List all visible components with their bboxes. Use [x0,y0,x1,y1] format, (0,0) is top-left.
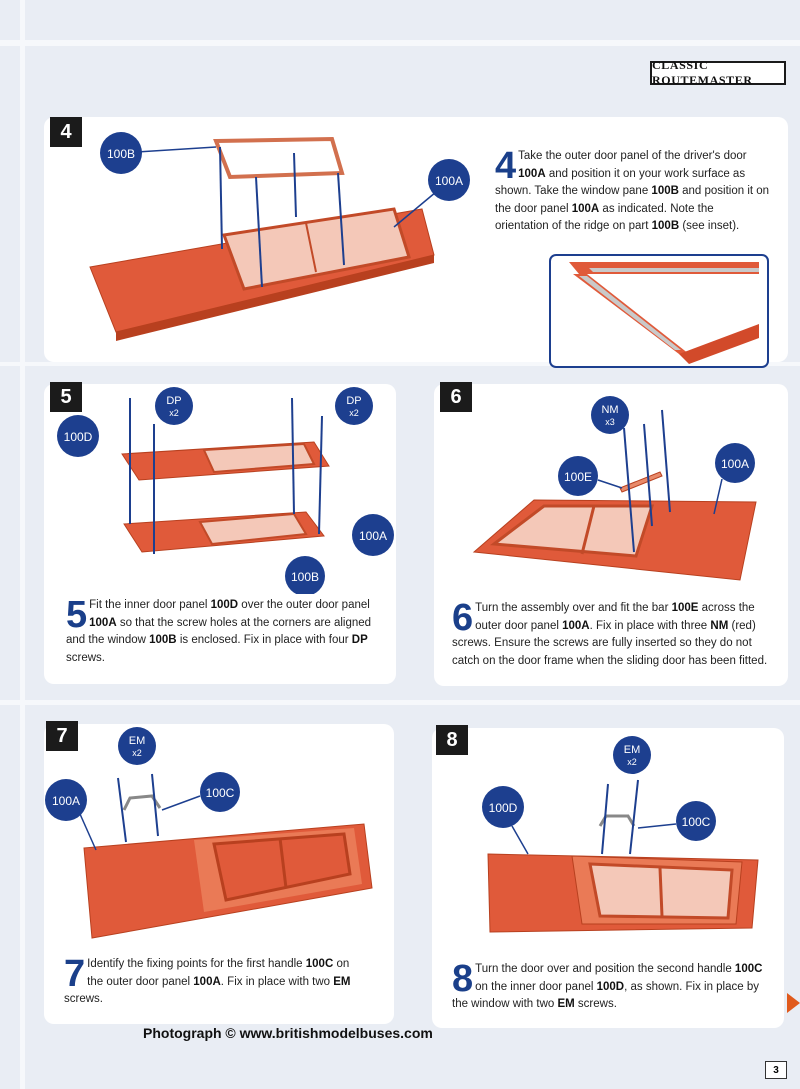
svg-text:100A: 100A [51,794,81,808]
svg-text:100A: 100A [434,174,464,188]
svg-text:x2: x2 [132,748,142,758]
step-6-illustration [434,384,788,594]
bg-line [20,0,25,1089]
step-8-instructions: 8 Turn the door over and position the second handle 100C on the inner door panel 100D, as shown. Fix in place by the window with two EM screws. [452,958,763,1010]
svg-text:EM: EM [128,735,146,747]
step-4-inset [549,254,769,368]
bg-line [0,700,800,705]
svg-text:EM: EM [623,744,641,756]
svg-text:100E: 100E [563,470,593,484]
step-8-number: 8 [436,725,468,755]
svg-text:x2: x2 [169,408,179,418]
step-6-number: 6 [440,382,472,412]
next-page-arrow-icon [787,993,800,1013]
step-8-illustration [432,728,784,948]
svg-text:100D: 100D [63,430,93,444]
step-6-instructions: 6 Turn the assembly over and fit the bar 100E across the outer door panel 100A. Fix in place with three NM (red) screws. Ensure the screws are fully inserted so they do not catch on the door frame when the sliding door has been fitted. [452,597,768,667]
step-5-number: 5 [50,382,82,412]
step-7-instructions: 7 Identify the fixing points for the first handle 100C on the outer door panel 100A. Fix in place with two EM screws. [64,953,351,1005]
series-title-badge: CLASSIC ROUTEMASTER [650,61,786,85]
svg-text:100C: 100C [205,786,235,800]
step-7-illustration [44,724,394,944]
svg-text:DP: DP [346,395,362,407]
svg-text:100A: 100A [358,529,388,543]
svg-text:NM: NM [601,404,619,416]
step-5-instructions: 5 Fit the inner door panel 100D over the outer door panel 100A so that the screw holes at the corners are aligned and the window 100B is enclosed. Fix in place with four DP screws. [66,594,372,664]
svg-text:x3: x3 [605,417,615,427]
svg-text:x2: x2 [349,408,359,418]
svg-text:100C: 100C [681,815,711,829]
step-7-number: 7 [46,721,78,751]
svg-text:100B: 100B [290,570,320,584]
step-4-number: 4 [50,117,82,147]
svg-text:100A: 100A [720,457,750,471]
bg-line [0,40,800,46]
step-4-instructions: 4 Take the outer door panel of the driver's door 100A and position it on your work surface as shown. Take the window pane 100B and position it on the door panel 100A as indicated. Note the orientation of the ridge on part 100B (see inset). [495,145,770,232]
svg-text:DP: DP [166,395,182,407]
svg-text:100D: 100D [488,801,518,815]
step-4-illustration [44,117,484,362]
photo-credit: Photograph © www.britishmodelbuses.com [143,1025,433,1041]
page-number: 3 [765,1061,787,1079]
svg-text:x2: x2 [627,757,637,767]
svg-text:100B: 100B [106,147,136,161]
step-5-illustration [44,384,396,594]
